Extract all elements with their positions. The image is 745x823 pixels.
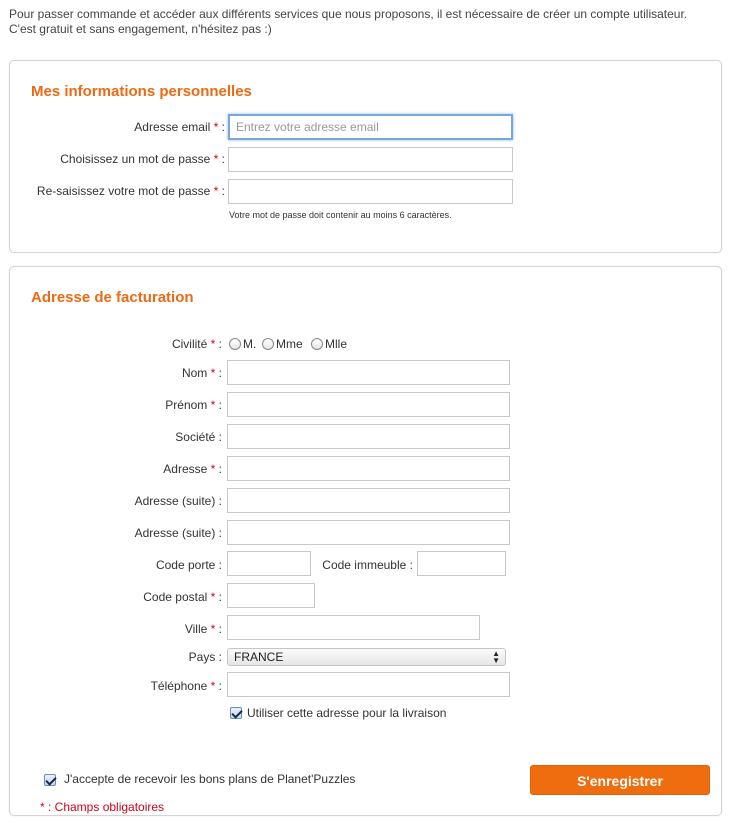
pays-select[interactable] <box>227 648 506 666</box>
nom-label: Nom * : <box>181 366 222 380</box>
delivery-checkbox-label: Utiliser cette adresse pour la livraison <box>247 706 447 720</box>
radio-circle-icon <box>229 338 241 350</box>
adresse-input[interactable] <box>227 456 510 481</box>
adresse-suite-label: Adresse (suite) : <box>134 494 222 508</box>
email-input[interactable] <box>228 114 513 140</box>
prenom-label: Prénom * : <box>165 398 222 412</box>
adresse-suite-input[interactable] <box>227 488 510 513</box>
telephone-label: Téléphone * : <box>150 679 222 693</box>
intro-line-1: Pour passer commande et accéder aux différents services que nous proposons, il est nécessaire de créer un compte utilisateur. <box>9 7 688 21</box>
societe-input[interactable] <box>227 424 510 449</box>
password-hint: Votre mot de passe doit contenir au moins 6 caractères. <box>229 210 452 220</box>
code-porte-label: Code porte : <box>155 558 222 572</box>
code-immeuble-input[interactable] <box>417 551 506 576</box>
ville-label: Ville * : <box>184 622 222 636</box>
prenom-input[interactable] <box>227 392 510 417</box>
newsletter-checkbox[interactable] <box>44 774 56 786</box>
intro-text <box>9 7 729 37</box>
intro-line-2: C'est gratuit et sans engagement, n'hésitez pas :) <box>9 22 272 36</box>
code-postal-label: Code postal * : <box>143 590 222 604</box>
pays-selected-value: FRANCE <box>234 650 284 664</box>
civility-radio-mlle[interactable]: Mlle <box>311 337 347 351</box>
delivery-checkbox[interactable] <box>230 707 242 719</box>
civility-label: Civilité * : <box>171 337 222 351</box>
radio-circle-icon <box>311 338 323 350</box>
civility-radio-mme[interactable]: Mme <box>262 337 303 351</box>
required-fields-note: * : Champs obligatoires <box>40 800 165 814</box>
code-postal-input[interactable] <box>227 583 315 608</box>
nom-input[interactable] <box>227 360 510 385</box>
civility-radio-m[interactable]: M. <box>229 337 256 351</box>
radio-circle-icon <box>262 338 274 350</box>
adresse-suite2-input[interactable] <box>227 520 510 545</box>
telephone-input[interactable] <box>227 672 510 697</box>
newsletter-checkbox-label: J'accepte de recevoir les bons plans de Planet'Puzzles <box>64 772 356 786</box>
password-label: Choisissez un mot de passe * : <box>60 152 225 166</box>
password-input[interactable] <box>228 147 513 172</box>
password-confirm-label: Re-saisissez votre mot de passe * : <box>36 184 225 198</box>
societe-label: Société : <box>175 430 222 444</box>
code-porte-input[interactable] <box>227 551 311 576</box>
adresse-suite2-label: Adresse (suite) : <box>134 526 222 540</box>
select-arrows-icon: ▲ ▼ <box>492 649 500 665</box>
email-label: Adresse email * : <box>134 120 225 134</box>
billing-title: Adresse de facturation <box>31 289 194 306</box>
adresse-label: Adresse * : <box>163 462 222 476</box>
ville-input[interactable] <box>227 615 480 640</box>
pays-label: Pays : <box>188 650 222 664</box>
password-confirm-input[interactable] <box>228 179 513 204</box>
register-button[interactable]: S'enregistrer <box>530 765 710 795</box>
personal-info-title: Mes informations personnelles <box>31 83 252 100</box>
code-immeuble-label: Code immeuble : <box>322 558 413 572</box>
